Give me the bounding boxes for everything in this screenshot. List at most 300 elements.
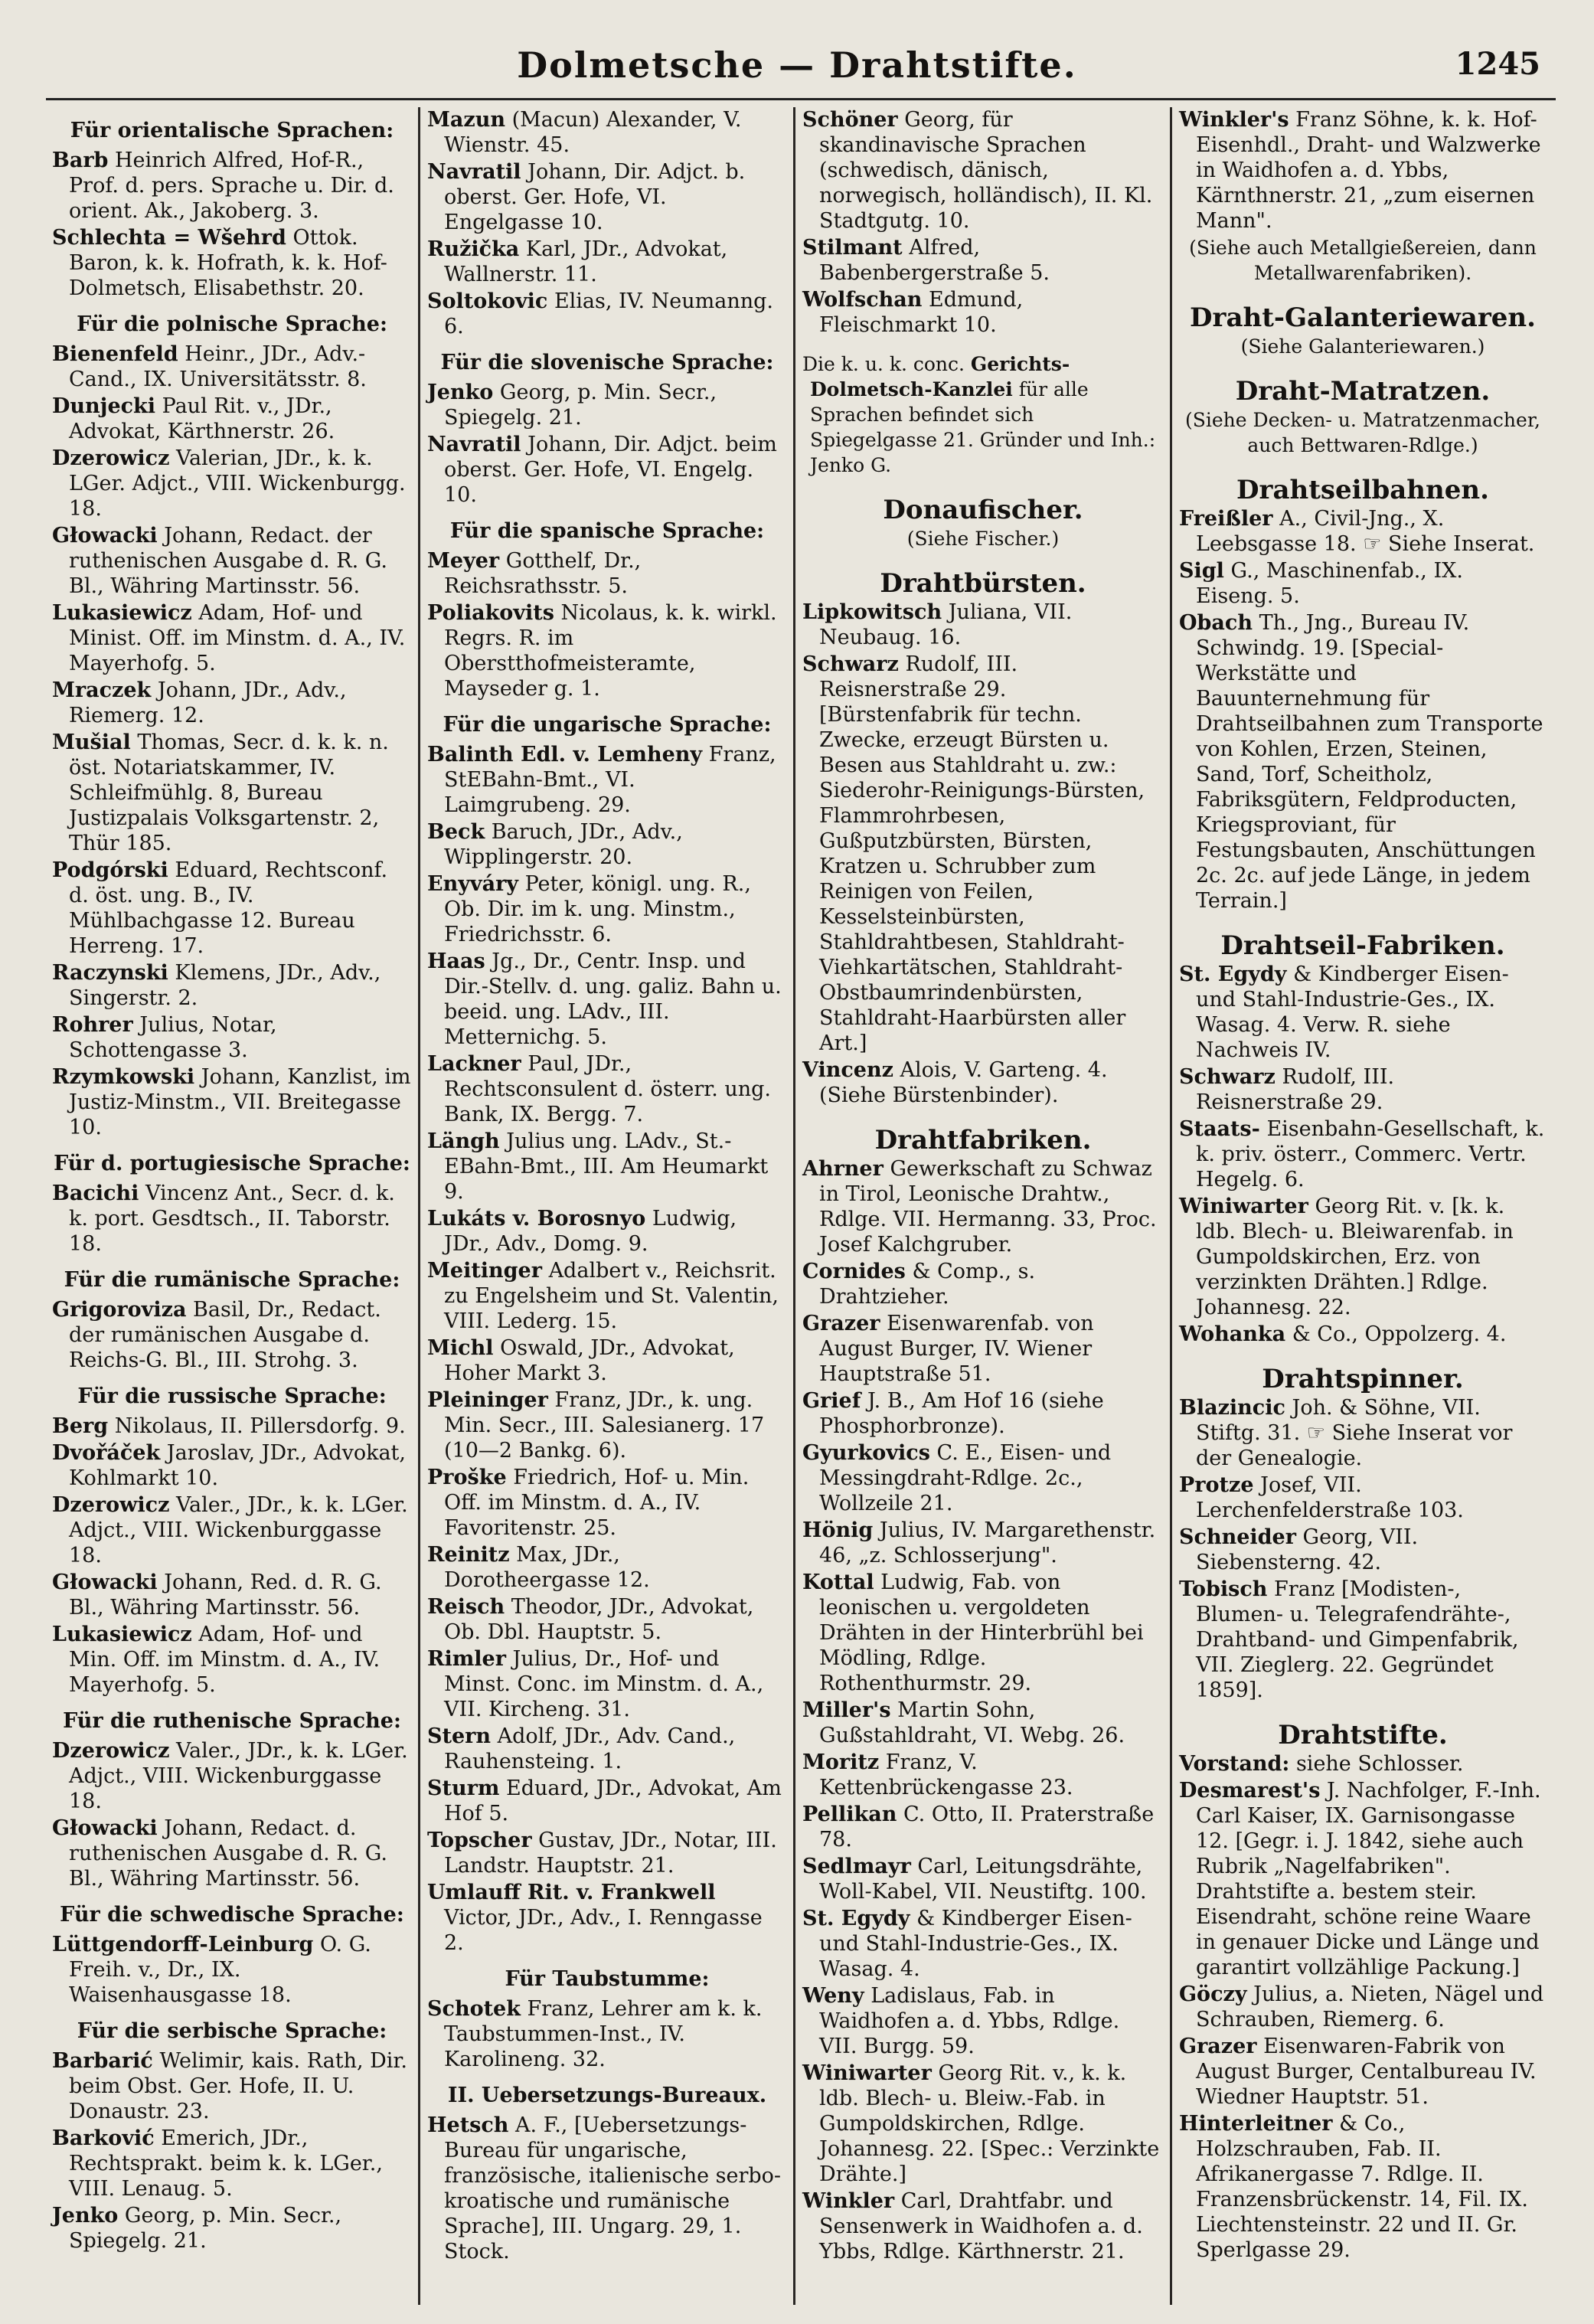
entry-details: Johann, JDr., Adv., Riemerg. 12. [69, 678, 347, 727]
directory-entry [427, 1724, 787, 1774]
entry-name: Schotek [427, 1997, 521, 2021]
entry-details: Nicolaus, k. k. wirkl. Regrs. R. im Oberstthofmeisteramte, Mayseder g. 1. [444, 601, 777, 701]
section-heading: Drahtseil-Fabriken. [1220, 930, 1505, 961]
directory-entry [52, 1492, 412, 1568]
directory-entry [802, 2061, 1164, 2187]
entry-details: Johann, Redact. der ruthenischen Ausgabe d. R. G. Bl., Währing Martinsstr. 56. [69, 524, 387, 598]
entry-details: Valerian, JDr., k. k. LGer. Adjct., VIII. Wickenburgg. 18. [69, 446, 406, 521]
entry-name: Winiwarter [1179, 1195, 1308, 1218]
entry-details: Georg, p. Min. Secr., Spiegelg. 21. [69, 2204, 342, 2253]
directory-entry [1179, 2034, 1547, 2110]
entry-name: Lukasiewicz [52, 1623, 192, 1646]
entry-name: Winiwarter [802, 2061, 932, 2085]
entry-details: Georg, VII. Siebensterng. 42. [1196, 1525, 1419, 1574]
entry-name: Weny [802, 1984, 864, 2008]
directory-entry [1179, 610, 1547, 914]
entry-name: Schlechta = Wšehrd [52, 226, 286, 250]
directory-entry [52, 342, 412, 392]
entry-details: Eduard, JDr., Advokat, Am Hof 5. [444, 1777, 782, 1826]
entry-details: Johann, Redact. d. ruthenischen Ausgabe d. R. G. Bl., Währing Martinsstr. 56. [69, 1816, 387, 1891]
entry-name: Głowacki [52, 524, 158, 547]
entry-details: Welimir, kais. Rath, Dir. beim Obst. Ger. Hofe, II. U. Donaustr. 23. [69, 2049, 407, 2123]
entry-details: & Co., Holzschrauben, Fab. II. Afrikanergasse 7. Rdlge. II. Franzensbrückenstr. 14, Fil. IX. Liechtensteinstr. 22 und II. Gr. Sperlgasse 29. [1196, 2112, 1528, 2262]
directory-entry [52, 600, 412, 676]
entry-details: Rudolf, III. Reisnerstraße 29. [1196, 1065, 1395, 1114]
directory-entry [427, 1776, 787, 1826]
directory-entry [427, 1880, 787, 1956]
section-heading: Für die ruthenische Sprache: [63, 1709, 401, 1733]
directory-entry [1179, 1116, 1547, 1192]
entry-name: Głowacki [52, 1816, 158, 1840]
directory-entry [52, 394, 412, 444]
entry-name: Stilmant [802, 236, 903, 260]
entry-name: Poliakovits [427, 601, 554, 625]
entry-name: Topscher [427, 1829, 532, 1852]
entry-details: Alfred, Babenbergerstraße 5. [819, 236, 1050, 285]
directory-entry [1179, 1194, 1547, 1320]
entry-details: Elias, IV. Neumanng. 6. [444, 289, 773, 338]
entry-details: & Comp., s. Drahtzieher. [819, 1260, 1036, 1309]
entry-details: Baruch, JDr., Adv., Wipplingerstr. 20. [444, 820, 683, 869]
directory-entry [802, 1259, 1164, 1309]
entry-name: Barbarić [52, 2049, 153, 2073]
directory-entry [52, 1414, 412, 1439]
entry-name: Podgórski [52, 858, 168, 882]
directory-entry [802, 235, 1164, 286]
section-heading: Für Taubstumme: [505, 1967, 710, 1991]
directory-entry [802, 1156, 1164, 1257]
entry-details: Franz, Lehrer am k. k. Taubstummen-Inst., IV. Karolineng. 32. [444, 1997, 763, 2071]
directory-entry [802, 1698, 1164, 1748]
directory-entry [52, 960, 412, 1011]
entry-name: Jenko [52, 2204, 119, 2228]
directory-entry [1179, 1751, 1547, 1777]
entry-details: Georg, p. Min. Secr., Spiegelg. 21. [444, 381, 717, 430]
directory-entry [1179, 1577, 1547, 1703]
directory-entry [427, 1258, 787, 1334]
directory-entry [427, 871, 787, 947]
directory-entry [52, 148, 412, 224]
entry-name: Winkler's [1179, 108, 1289, 132]
section-heading: Draht-Matratzen. [1235, 376, 1491, 407]
directory-entry [427, 1594, 787, 1645]
entry-details: Edmund, Fleischmarkt 10. [819, 288, 1024, 337]
entry-name: Winkler [802, 2189, 895, 2213]
entry-details: Alois, V. Garteng. 4. (Siehe Bürstenbinder). [819, 1058, 1108, 1107]
directory-entry [1179, 1982, 1547, 2032]
section-heading: Für die schwedische Sprache: [60, 1903, 404, 1927]
entry-name: Gyurkovics [802, 1441, 930, 1465]
entry-name: Sedlmayr [802, 1855, 911, 1878]
entry-name: Dzerowicz [52, 446, 170, 470]
entry-details: Oswald, JDr., Advokat, Hoher Markt 3. [444, 1336, 735, 1385]
section-heading: Für die rumänische Sprache: [64, 1268, 400, 1292]
notice-prefix: Die k. u. k. conc. [802, 353, 965, 375]
directory-entry [427, 1206, 787, 1257]
entry-name: Grigoroviza [52, 1298, 187, 1322]
section-heading: Für die polnische Sprache: [77, 312, 387, 336]
notice-body: für alle Sprachen befindet sich Spiegelgasse 21. Gründer und Inh.: Jenko G. [810, 378, 1156, 476]
directory-entry [52, 446, 412, 521]
entry-name: Staats- [1179, 1117, 1260, 1141]
entry-name: Dzerowicz [52, 1493, 170, 1517]
entry-details: Heinr., JDr., Adv.-Cand., IX. Universitätsstr. 8. [69, 342, 367, 391]
entry-details: Franz, StEBahn-Bmt., VI. Laimgrubeng. 29. [444, 743, 776, 817]
directory-entry [52, 858, 412, 959]
directory-entry [1179, 2111, 1547, 2263]
directory-entry [802, 652, 1164, 1056]
cross-reference: (Siehe auch Metallgießereien, dann Metallwarenfabriken). [1189, 237, 1537, 284]
entry-details: Valer., JDr., k. k. LGer. Adjct., VIII. Wickenburggasse 18. [69, 1739, 408, 1813]
entry-details: Ludwig, JDr., Adv., Domg. 9. [444, 1207, 737, 1256]
directory-entry [1179, 107, 1547, 234]
directory-entry [427, 1465, 787, 1541]
column-2 [420, 107, 795, 2305]
directory-entry [427, 289, 787, 339]
directory-entry [802, 107, 1164, 234]
entry-name: Vincenz [802, 1058, 893, 1082]
column-4 [1171, 107, 1554, 2305]
entry-details: Max, JDr., Dorotheergasse 12. [444, 1543, 650, 1592]
entry-details: Julius, Dr., Hof- und Minst. Conc. im Minstm. d. A., VII. Kircheng. 31. [444, 1647, 764, 1721]
entry-details: Jg., Dr., Centr. Insp. und Dir.-Stellv. d. ung. galiz. Bahn u. beeid. ung. LAdv., III. Metternichg. 5. [444, 950, 782, 1049]
entry-details: Johann, Dir. Adjct. beim oberst. Ger. Hofe, VI. Engelg. 10. [444, 433, 777, 507]
directory-entry [802, 1440, 1164, 1516]
entry-name: Schneider [1179, 1525, 1296, 1549]
entry-details: (Macun) Alexander, V. Wienstr. 45. [444, 108, 742, 157]
entry-name: Lipkowitsch [802, 600, 942, 624]
entry-details: Gotthelf, Dr., Reichsrathsstr. 5. [444, 549, 642, 598]
entry-details: Adam, Hof- und Minist. Off. im Minstm. d. A., IV. Mayerhofg. 5. [69, 601, 406, 675]
entry-name: Pleininger [427, 1388, 548, 1412]
entry-name: Grazer [1179, 2035, 1257, 2058]
entry-name: Beck [427, 820, 485, 844]
directory-entry [427, 1996, 787, 2072]
directory-entry [52, 1012, 412, 1063]
entry-name: Proške [427, 1466, 507, 1489]
directory-entry [802, 1906, 1164, 1982]
directory-entry [427, 819, 787, 870]
entry-name: Grief [802, 1389, 861, 1413]
entry-name: Enyváry [427, 872, 518, 896]
entry-name: Schöner [802, 108, 898, 132]
directory-entry [1179, 1064, 1547, 1115]
entry-details: Johann, Kanzlist, im Justiz-Minstm., VII. Breitegasse 10. [69, 1065, 411, 1139]
directory-entry [427, 1646, 787, 1722]
directory-entry [52, 1622, 412, 1698]
entry-name: Pellikan [802, 1803, 897, 1826]
directory-entry [427, 600, 787, 701]
section-heading: Für die russische Sprache: [77, 1384, 387, 1408]
entry-details: O. G. Freih. v., Dr., IX. Waisenhausgasse 18. [69, 1933, 371, 2007]
notice [802, 351, 1164, 478]
entry-details: Adam, Hof- und Min. Off. im Minstm. d. A., IV. Mayerhofg. 5. [69, 1623, 381, 1697]
directory-entry [802, 1057, 1164, 1108]
directory-entry [802, 2188, 1164, 2264]
entry-details: Julius, Notar, Schottengasse 3. [69, 1013, 277, 1062]
directory-entry [802, 1311, 1164, 1387]
entry-details: Martin Sohn, Gußstahldraht, VI. Webg. 26. [819, 1698, 1125, 1747]
entry-name: Navratil [427, 433, 521, 456]
entry-name: Bacichi [52, 1182, 139, 1205]
directory-entry [1179, 1473, 1547, 1523]
entry-details: Th., Jng., Bureau IV. Schwindg. 19. [Special-Werkstätte und Bauunternehmung für Drahtseilbahnen zum Transporte von Kohlen, Erzen, Steinen, Sand, Torf, Scheitholz, Fabriksgütern, Feldproducten, Kriegsproviant, für Festungsbauten, Anschüttungen 2c. 2c. auf jede Länge, in jedem Terrain.] [1196, 611, 1543, 913]
directory-entry [802, 1802, 1164, 1852]
entry-details: Carl, Leitungsdrähte, Woll-Kabel, VII. Neustiftg. 100. [819, 1855, 1147, 1904]
entry-details: Juliana, VII. Neubaug. 16. [819, 600, 1073, 649]
entry-name: Sturm [427, 1777, 500, 1800]
directory-entry [52, 2203, 412, 2254]
entry-details: Adalbert v., Reichsrit. zu Engelsheim und St. Valentin, VIII. Lederg. 15. [444, 1259, 779, 1333]
entry-name: Navratil [427, 160, 521, 184]
entry-details: Franz Söhne, k. k. Hof-Eisenhdl., Draht- und Walzwerke in Waidhofen a. d. Ybbs, Kärnthnerstr. 21, „zum eisernen Mann". [1196, 108, 1541, 233]
entry-details: Georg Rit. v. [k. k. ldb. Blech- u. Bleiwarenfab. in Gumpoldskirchen, Erz. von verzinkten Drähten.] Rdlge. Johannesg. 22. [1196, 1195, 1514, 1319]
section-heading: Drahtstifte. [1278, 1720, 1448, 1750]
entry-details: Ottok. Baron, k. k. Hofrath, k. k. Hof-Dolmetsch, Elisabethstr. 20. [69, 226, 387, 300]
directory-entry [427, 1335, 787, 1386]
column-3 [795, 107, 1171, 2305]
entry-name: Schwarz [1179, 1065, 1276, 1089]
cross-reference: (Siehe Fischer.) [906, 528, 1060, 550]
directory-entry [802, 1518, 1164, 1568]
directory-entry [427, 159, 787, 235]
entry-name: Blazincic [1179, 1396, 1285, 1420]
entry-details: Gewerkschaft zu Schwaz in Tirol, Leonische Drahtw., Rdlge. VII. Hermanng. 33, Proc. Josef Kalchgruber. [819, 1157, 1157, 1257]
directory-entry [802, 600, 1164, 650]
directory-entry [52, 1570, 412, 1620]
entry-name: Sigl [1179, 559, 1224, 583]
section-heading: Drahtspinner. [1262, 1364, 1464, 1394]
entry-details: Adolf, JDr., Adv. Cand., Rauhensteing. 1. [444, 1724, 736, 1773]
entry-name: Barković [52, 2126, 155, 2150]
entry-name: Wohanka [1179, 1322, 1286, 1346]
entry-name: Rzymkowski [52, 1065, 195, 1089]
entry-name: Jenko [427, 381, 494, 404]
entry-name: Freißler [1179, 507, 1273, 531]
entry-details: Eduard, Rechtsconf. d. öst. ung. B., IV. Mühlbachgasse 12. Bureau Herreng. 17. [69, 858, 388, 958]
entry-details: Karl, JDr., Advokat, Wallnerstr. 11. [444, 237, 728, 286]
entry-details: & Kindberger Eisen- und Stahl-Industrie-Ges., IX. Wasag. 4. [819, 1907, 1132, 1981]
entry-details: Franz [Modisten-, Blumen- u. Telegrafendrähte-, Drahtband- und Gimpenfabrik, VII. Zieglerg. 22. Gegründet 1859]. [1196, 1577, 1519, 1702]
entry-details: Georg Rit. v., k. k. ldb. Blech- u. Bleiw.-Fab. in Gumpoldskirchen, Rdlge. Johannesg. 22. [Spec.: Verzinkte Drähte.] [819, 2061, 1160, 2186]
entry-name: Stern [427, 1724, 492, 1748]
directory-entry [427, 2113, 787, 2264]
entry-name: Barb [52, 149, 109, 172]
section-heading: Für die ungarische Sprache: [443, 713, 772, 737]
section-heading: Donaufischer. [883, 495, 1083, 525]
directory-entry [52, 1297, 412, 1373]
entry-name: Lukáts v. Borosnyo [427, 1207, 646, 1231]
entry-name: Haas [427, 950, 485, 973]
directory-entry [427, 742, 787, 818]
entry-name: Vorstand: [1179, 1752, 1290, 1776]
entry-name: Tobisch [1179, 1577, 1268, 1601]
entry-name: Grazer [802, 1312, 880, 1335]
entry-details: Vincenz Ant., Secr. d. k. k. port. Gesdtsch., II. Taborstr. 18. [69, 1182, 395, 1256]
directory-entry [52, 1064, 412, 1140]
section-heading: Für die slovenische Sprache: [440, 351, 774, 374]
entry-name: Längh [427, 1129, 500, 1153]
cross-reference: (Siehe Decken- u. Matratzenmacher, auch Bettwaren-Rdlge.) [1185, 409, 1540, 456]
entry-name: Berg [52, 1414, 109, 1438]
entry-details: Heinrich Alfred, Hof-R., Prof. d. pers. Sprache u. Dir. d. orient. Ak., Jakoberg. 3. [69, 149, 394, 223]
entry-name: Lackner [427, 1052, 521, 1076]
entry-details: Peter, königl. ung. R., Ob. Dir. im k. ung. Minstm., Friedrichsstr. 6. [444, 872, 751, 946]
entry-name: Bienenfeld [52, 342, 178, 366]
entry-name: Balinth Edl. v. Lemheny [427, 743, 703, 766]
directory-entry [427, 380, 787, 430]
entry-name: Ružička [427, 237, 520, 261]
entry-details: Georg, für skandinavische Sprachen (schwedisch, dänisch, norwegisch, holländisch), II. Kl. Stadtgutg. 10. [819, 108, 1153, 233]
cross-reference: (Siehe Galanteriewaren.) [1240, 335, 1485, 358]
directory-entry [802, 287, 1164, 338]
entry-details: Franz, JDr., k. ung. Min. Secr., III. Salesianerg. 17 (10—2 Bankg. 6). [444, 1388, 765, 1463]
page-number: 1245 [1455, 46, 1540, 82]
entry-name: Mazun [427, 108, 505, 132]
directory-entry [1179, 558, 1547, 609]
entry-name: Michl [427, 1336, 494, 1360]
entry-name: Lüttgendorff-Leinburg [52, 1933, 314, 1956]
entry-details: Franz, V. Kettenbrückengasse 23. [819, 1750, 1073, 1799]
entry-details: Joh. & Söhne, VII. Stiftg. 31. ☞ Siehe Inserat vor der Genealogie. [1196, 1396, 1513, 1470]
entry-details: Paul Rit. v., JDr., Advokat, Kärthnerstr. 26. [69, 394, 335, 443]
directory-entry [1179, 1525, 1547, 1575]
directory-entry [1179, 962, 1547, 1063]
entry-name: Reinitz [427, 1543, 510, 1567]
entry-name: Hinterleitner [1179, 2112, 1333, 2136]
entry-name: Rimler [427, 1647, 506, 1671]
entry-details: J. Nachfolger, F.-Inh. Carl Kaiser, IX. Garnisongasse 12. [Gegr. i. J. 1842, siehe auch Rubrik „Nagelfabriken". Drahtstifte a. bestem steir. Eisendraht, schöne reine Waare in genauer Dicke und Länge und garantirt vollzählige Packung.] [1196, 1779, 1541, 1979]
directory-entry [427, 237, 787, 287]
directory-entry [427, 1388, 787, 1463]
directory-entry [52, 678, 412, 728]
directory-entry [427, 432, 787, 508]
entry-name: Umlauff Rit. v. Frankwell [427, 1881, 716, 1904]
entry-details: Paul, JDr., Rechtsconsulent d. österr. ung. Bank, IX. Bergg. 7. [444, 1052, 772, 1126]
directory-entry [52, 2048, 412, 2124]
notice-name: Gerichts-Dolmetsch-Kanzlei [810, 353, 1070, 400]
directory-entry [802, 1570, 1164, 1696]
entry-name: Głowacki [52, 1571, 158, 1594]
entry-details: Julius ung. LAdv., St.-EBahn-Bmt., III. Am Heumarkt 9. [444, 1129, 769, 1204]
entry-name: Schwarz [802, 652, 899, 676]
directory-entry [1179, 1395, 1547, 1471]
entry-details: & Kindberger Eisen- und Stahl-Industrie-Ges., IX. Wasag. 4. Verw. R. siehe Nachweis IV. [1196, 963, 1509, 1062]
entry-details: G., Maschinenfab., IX. Eiseng. 5. [1196, 559, 1463, 608]
directory-entry [52, 2126, 412, 2201]
entry-details: Ludwig, Fab. von leonischen u. vergoldeten Drähten in der Hinterbrühl bei Mödling, Rdlge. Rothenthurmstr. 29. [819, 1571, 1144, 1695]
entry-name: Kottal [802, 1571, 874, 1594]
directory-entry [52, 1738, 412, 1814]
directory-entry [427, 107, 787, 158]
directory-entry [802, 1854, 1164, 1904]
section-heading: Für die spanische Sprache: [449, 519, 765, 543]
entry-name: Mušial [52, 731, 131, 754]
entry-name: Dvořáček [52, 1441, 161, 1465]
entry-details: Valer., JDr., k. k. LGer. Adjct., VIII. Wickenburggasse 18. [69, 1493, 408, 1567]
directory-entry [427, 1828, 787, 1878]
directory-entry [52, 730, 412, 856]
entry-details: Theodor, JDr., Advokat, Ob. Dbl. Hauptstr. 5. [444, 1595, 754, 1644]
entry-details: Eisenbahn-Gesellschaft, k. k. priv. österr., Commerc. Vertr. Hegelg. 6. [1196, 1117, 1545, 1191]
entry-details: Gustav, JDr., Notar, III. Landstr. Hauptstr. 21. [444, 1829, 777, 1878]
directory-entry [802, 1983, 1164, 2059]
entry-details: Julius, a. Nieten, Nägel und Schrauben, Riemerg. 6. [1196, 1982, 1544, 2031]
entry-details: Emerich, JDr., Rechtsprakt. beim k. k. LGer., VIII. Lenaug. 5. [69, 2126, 383, 2201]
directory-entry [52, 1181, 412, 1257]
directory-entry [802, 1388, 1164, 1439]
entry-details: Eisenwarenfab. von August Burger, IV. Wiener Hauptstraße 51. [819, 1312, 1094, 1386]
directory-entry [427, 1051, 787, 1127]
entry-name: Lukasiewicz [52, 601, 192, 625]
directory-entry [52, 1816, 412, 1891]
directory-entry [802, 1750, 1164, 1800]
directory-entry [52, 225, 412, 301]
entry-details: C. E., Eisen- und Messingdraht-Rdlge. 2c., Wollzeile 21. [819, 1441, 1112, 1515]
entry-name: Desmarest's [1179, 1779, 1321, 1803]
section-heading: Für d. portugiesische Sprache: [54, 1152, 410, 1175]
entry-name: Dzerowicz [52, 1739, 170, 1763]
entry-name: Göczy [1179, 1982, 1247, 2006]
section-heading: Drahtfabriken. [874, 1125, 1092, 1155]
entry-details: C. Otto, II. Praterstraße 78. [819, 1803, 1155, 1852]
entry-details: Johann, Dir. Adjct. b. oberst. Ger. Hofe, VI. Engelgasse 10. [444, 160, 746, 234]
directory-entry [427, 1542, 787, 1593]
entry-details: siehe Schlosser. [1295, 1752, 1464, 1776]
entry-name: Miller's [802, 1698, 891, 1722]
entry-name: Obach [1179, 611, 1253, 635]
section-heading: Draht-Galanteriewaren. [1190, 302, 1536, 333]
directory-entry [52, 1440, 412, 1491]
directory-entry [52, 523, 412, 599]
section-heading: Drahtseilbahnen. [1236, 475, 1489, 505]
entry-details: Klemens, JDr., Adv., Singerstr. 2. [69, 961, 381, 1010]
entry-name: Raczynski [52, 961, 168, 985]
directory-entry [1179, 1322, 1547, 1347]
entry-details: Johann, Red. d. R. G. Bl., Währing Martinsstr. 56. [69, 1571, 382, 1620]
page-header [0, 31, 1594, 100]
entry-name: Reisch [427, 1595, 505, 1619]
entry-details: Nikolaus, II. Pillersdorfg. 9. [114, 1414, 406, 1438]
entry-details: Basil, Dr., Redact. der rumänischen Ausgabe d. Reichs-G. Bl., III. Strohg. 3. [69, 1298, 381, 1372]
column-1 [44, 107, 420, 2305]
directory-entry [427, 1129, 787, 1204]
entry-details: Thomas, Secr. d. k. k. n. öst. Notariatskammer, IV. Schleifmühlg. 8, Bureau Justizpalais Volksgartenstr. 2, Thür 185. [69, 731, 389, 855]
page-title: Dolmetsche — Drahtstifte. [517, 44, 1077, 86]
entry-details: Julius, IV. Margarethenstr. 46, „z. Schlosserjung". [819, 1518, 1156, 1567]
section-heading: II. Uebersetzungs-Bureaux. [447, 2084, 767, 2107]
entry-details: Jaroslav, JDr., Advokat, Kohlmarkt 10. [69, 1441, 406, 1490]
entry-name: Mraczek [52, 678, 152, 702]
section-heading: Für orientalische Sprachen: [70, 119, 394, 142]
entry-name: Moritz [802, 1750, 880, 1774]
directory-entry [427, 949, 787, 1050]
entry-details: Friedrich, Hof- u. Min. Off. im Minstm. d. A., IV. Favoritenstr. 25. [444, 1466, 750, 1540]
entry-details: Rudolf, III. Reisnerstraße 29. [Bürstenfabrik für techn. Zwecke, erzeugt Bürsten u. Besen aus Stahldraht u. zw.: Siederohr-Reinigungs-Bürsten, Flammrohrbesen, Gußputzbürsten, Bürsten, Kratzen u. Schrubber zum Reinigen von Feilen, Kesselsteinbürsten, Stahldrahtbesen, Stahldraht-Viehkartätschen, Stahldraht-Obstbaumrindenbürsten, Stahldraht-Haarbürsten aller Art.] [819, 652, 1145, 1055]
entry-details: Carl, Drahtfabr. und Sensenwerk in Waidhofen a. d. Ybbs, Rdlge. Kärthnerstr. 21. [819, 2189, 1143, 2264]
section-heading: Für die serbische Sprache: [77, 2019, 387, 2043]
entry-name: Rohrer [52, 1013, 133, 1037]
entry-name: Dunjecki [52, 394, 156, 418]
entry-details: A. F., [Uebersetzungs-Bureau für ungarische, französische, italienische serbo-kroatische und rumänische Sprache], III. Ungarg. 29, 1. Stock. [444, 2113, 782, 2264]
entry-name: St. Egydy [1179, 963, 1287, 986]
entry-name: Meitinger [427, 1259, 542, 1283]
entry-details: A., Civil-Jng., X. Leebsgasse 18. ☞ Siehe Inserat. [1196, 507, 1535, 556]
entry-name: Protze [1179, 1473, 1254, 1497]
entry-details: Eisenwaren-Fabrik von August Burger, Centalbureau IV. Wiedner Hauptstr. 51. [1196, 2035, 1537, 2109]
directory-entry [427, 548, 787, 599]
entry-name: Hetsch [427, 2113, 509, 2137]
